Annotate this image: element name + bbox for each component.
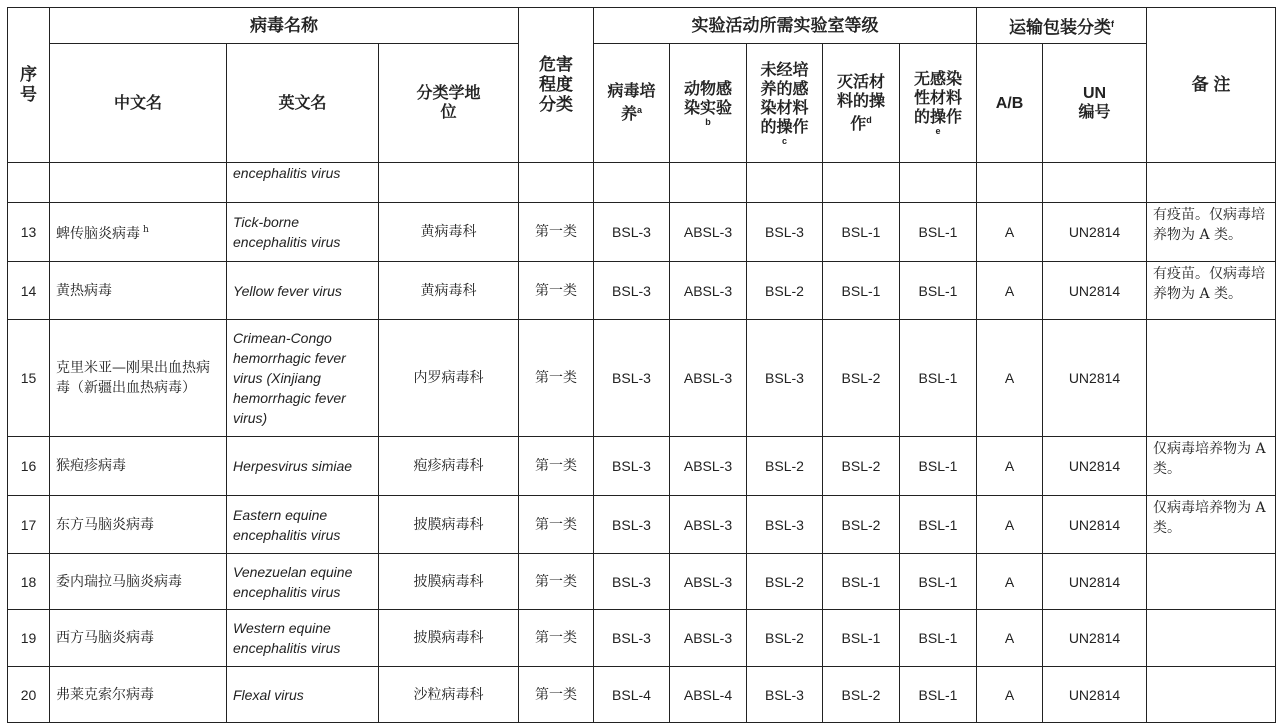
table-row <box>8 554 1276 610</box>
cell-ab: A <box>977 667 1043 723</box>
header-uncultured <box>747 44 823 163</box>
cell-empty <box>8 163 50 203</box>
cell-un: UN2814 <box>1043 320 1147 437</box>
cell-taxonomy: 黄病毒科 <box>379 203 519 262</box>
cell-no: 19 <box>8 610 50 667</box>
header-inactivated <box>823 44 900 163</box>
cell-taxonomy: 披膜病毒科 <box>379 610 519 667</box>
cell-inactivated: BSL-2 <box>823 320 900 437</box>
header-uncultured-sup: c <box>781 135 787 146</box>
cell-empty <box>900 163 977 203</box>
cell-en-name: Eastern equine encephalitis virus <box>227 496 379 554</box>
header-taxonomy: 分类学地位 <box>379 44 519 163</box>
cell-taxonomy: 内罗病毒科 <box>379 320 519 437</box>
cell-noninfectious: BSL-1 <box>900 437 977 496</box>
cell-hazard: 第一类 <box>519 203 594 262</box>
header-inactivated-sup: d <box>866 114 872 125</box>
cell-uncultured: BSL-3 <box>747 496 823 554</box>
cell-uncultured: BSL-2 <box>747 262 823 320</box>
cell-animal: ABSL-4 <box>670 667 747 723</box>
cell-ab: A <box>977 554 1043 610</box>
cell-cn-name <box>50 610 227 667</box>
cell-en-name: Flexal virus <box>227 667 379 723</box>
cell-cn-name <box>50 262 227 320</box>
cell-empty <box>823 163 900 203</box>
header-noninfectious-label: 无感染性材料的操作 <box>913 71 962 126</box>
header-transport-label: 运输包装分类 <box>1009 17 1111 37</box>
cell-hazard: 第一类 <box>519 610 594 667</box>
cell-culture: BSL-3 <box>594 496 670 554</box>
table-body <box>8 163 1276 723</box>
cell-noninfectious: BSL-1 <box>900 554 977 610</box>
header-animal-sup: b <box>705 116 711 127</box>
cell-noninfectious: BSL-1 <box>900 262 977 320</box>
header-culture <box>594 44 670 163</box>
cell-hazard: 第一类 <box>519 667 594 723</box>
cn-name-text: 弗莱克索尔病毒 <box>56 686 154 703</box>
header-un: UN编号 <box>1043 44 1147 163</box>
cell-culture: BSL-3 <box>594 203 670 262</box>
cell-en-name: Crimean-Congo hemorrhagic fever virus (Xinjiang hemorrhagic fever virus) <box>227 320 379 437</box>
virus-classification-table <box>7 7 1276 723</box>
cell-note: 仅病毒培养物为 A 类。 <box>1147 496 1276 554</box>
cell-culture: BSL-3 <box>594 262 670 320</box>
cell-un: UN2814 <box>1043 437 1147 496</box>
cell-en-name: Yellow fever virus <box>227 262 379 320</box>
cell-hazard: 第一类 <box>519 262 594 320</box>
cell-animal: ABSL-3 <box>670 610 747 667</box>
cell-cn-name <box>50 437 227 496</box>
header-uncultured-label: 未经培养的感染材料的操作 <box>760 61 809 136</box>
cell-empty <box>50 163 227 203</box>
cell-en-name: Venezuelan equine encephalitis virus <box>227 554 379 610</box>
cell-empty <box>1043 163 1147 203</box>
cell-inactivated: BSL-2 <box>823 437 900 496</box>
cell-ab: A <box>977 610 1043 667</box>
cell-culture: BSL-3 <box>594 554 670 610</box>
header-lab-level: 实验活动所需实验室等级 <box>594 8 977 44</box>
cell-un: UN2814 <box>1043 554 1147 610</box>
cell-uncultured: BSL-2 <box>747 610 823 667</box>
cell-hazard: 第一类 <box>519 320 594 437</box>
cell-ab: A <box>977 496 1043 554</box>
cell-uncultured: BSL-3 <box>747 320 823 437</box>
cell-empty <box>1147 163 1276 203</box>
header-animal-label: 动物感染实验 <box>683 80 732 117</box>
header-remarks: 备 注 <box>1147 8 1276 163</box>
cell-no: 17 <box>8 496 50 554</box>
cell-cn-name <box>50 320 227 437</box>
table-row <box>8 610 1276 667</box>
cell-uncultured: BSL-2 <box>747 437 823 496</box>
header-culture-label: 病毒培养 <box>607 83 656 123</box>
cell-culture: BSL-3 <box>594 437 670 496</box>
cell-noninfectious: BSL-1 <box>900 203 977 262</box>
header-transport <box>977 8 1147 44</box>
cell-taxonomy: 披膜病毒科 <box>379 554 519 610</box>
table-row <box>8 320 1276 437</box>
cell-no: 18 <box>8 554 50 610</box>
cell-taxonomy: 黄病毒科 <box>379 262 519 320</box>
cell-note <box>1147 554 1276 610</box>
cell-hazard: 第一类 <box>519 437 594 496</box>
cell-cn-name <box>50 496 227 554</box>
cell-noninfectious: BSL-1 <box>900 496 977 554</box>
cell-empty <box>519 163 594 203</box>
cell-no: 13 <box>8 203 50 262</box>
cell-en-continuation: encephalitis virus <box>227 163 379 203</box>
cn-name-text: 猴疱疹病毒 <box>56 458 126 474</box>
cell-inactivated: BSL-2 <box>823 667 900 723</box>
cell-uncultured: BSL-3 <box>747 203 823 262</box>
cell-animal: ABSL-3 <box>670 320 747 437</box>
cell-culture: BSL-3 <box>594 610 670 667</box>
cn-name-text: 蜱传脑炎病毒 <box>56 226 140 242</box>
cell-noninfectious: BSL-1 <box>900 667 977 723</box>
cell-ab: A <box>977 203 1043 262</box>
cell-hazard: 第一类 <box>519 554 594 610</box>
header-noninfectious-sup: e <box>935 126 941 136</box>
cell-animal: ABSL-3 <box>670 437 747 496</box>
header-hazard: 危害程度分类 <box>519 8 594 163</box>
cell-note: 有疫苗。仅病毒培养物为 A 类。 <box>1147 203 1276 262</box>
cell-un: UN2814 <box>1043 610 1147 667</box>
cn-name-text: 东方马脑炎病毒 <box>56 516 154 533</box>
cell-hazard: 第一类 <box>519 496 594 554</box>
cell-uncultured: BSL-2 <box>747 554 823 610</box>
cell-no: 15 <box>8 320 50 437</box>
cell-ab: A <box>977 320 1043 437</box>
table-row <box>8 667 1276 723</box>
cell-uncultured: BSL-3 <box>747 667 823 723</box>
cell-empty <box>670 163 747 203</box>
cell-en-name: Herpesvirus simiae <box>227 437 379 496</box>
cn-name-text: 克里米亚—刚果出血热病毒（新疆出血热病毒） <box>56 360 210 396</box>
cell-animal: ABSL-3 <box>670 203 747 262</box>
cell-un: UN2814 <box>1043 262 1147 320</box>
cell-inactivated: BSL-1 <box>823 610 900 667</box>
header-cn-name: 中文名 <box>50 44 227 163</box>
cell-empty <box>977 163 1043 203</box>
cell-un: UN2814 <box>1043 667 1147 723</box>
cell-note <box>1147 667 1276 723</box>
cell-cn-name <box>50 554 227 610</box>
cell-taxonomy: 披膜病毒科 <box>379 496 519 554</box>
header-ab: A/B <box>977 44 1043 163</box>
cn-name-sup: h <box>143 225 149 235</box>
header-culture-sup: a <box>637 105 643 115</box>
table-row-continuation <box>8 163 1276 203</box>
table-row <box>8 262 1276 320</box>
cell-inactivated: BSL-2 <box>823 496 900 554</box>
cell-inactivated: BSL-1 <box>823 203 900 262</box>
cell-culture: BSL-3 <box>594 320 670 437</box>
table-row <box>8 203 1276 262</box>
cn-name-text: 黄热病毒 <box>56 282 112 299</box>
cell-note <box>1147 610 1276 667</box>
table-row <box>8 496 1276 554</box>
cell-en-name: Tick-borne encephalitis virus <box>227 203 379 262</box>
cell-note: 有疫苗。仅病毒培养物为 A 类。 <box>1147 262 1276 320</box>
cell-taxonomy: 沙粒病毒科 <box>379 667 519 723</box>
cell-un: UN2814 <box>1043 496 1147 554</box>
cell-no: 14 <box>8 262 50 320</box>
cell-noninfectious: BSL-1 <box>900 610 977 667</box>
cell-animal: ABSL-3 <box>670 496 747 554</box>
cell-no: 20 <box>8 667 50 723</box>
header-en-name: 英文名 <box>227 44 379 163</box>
cell-culture: BSL-4 <box>594 667 670 723</box>
cell-empty <box>594 163 670 203</box>
cell-no: 16 <box>8 437 50 496</box>
cell-note <box>1147 320 1276 437</box>
cell-animal: ABSL-3 <box>670 262 747 320</box>
cell-taxonomy: 疱疹病毒科 <box>379 437 519 496</box>
header-transport-sup: f <box>1111 18 1114 29</box>
cell-empty <box>747 163 823 203</box>
cell-empty <box>379 163 519 203</box>
cn-name-text: 西方马脑炎病毒 <box>56 630 154 646</box>
cell-en-name: Western equine encephalitis virus <box>227 610 379 667</box>
cell-note: 仅病毒培养物为 A 类。 <box>1147 437 1276 496</box>
cell-ab: A <box>977 437 1043 496</box>
cell-animal: ABSL-3 <box>670 554 747 610</box>
cell-cn-name <box>50 203 227 262</box>
cell-un: UN2814 <box>1043 203 1147 262</box>
header-noninfectious <box>900 44 977 163</box>
cell-inactivated: BSL-1 <box>823 262 900 320</box>
header-inactivated-label: 灭活材料的操作 <box>836 73 885 133</box>
table-row <box>8 437 1276 496</box>
header-animal <box>670 44 747 163</box>
header-virus-name: 病毒名称 <box>50 8 519 44</box>
cell-ab: A <box>977 262 1043 320</box>
cell-noninfectious: BSL-1 <box>900 320 977 437</box>
cell-inactivated: BSL-1 <box>823 554 900 610</box>
cell-cn-name <box>50 667 227 723</box>
cn-name-text: 委内瑞拉马脑炎病毒 <box>56 573 182 590</box>
header-seq: 序号 <box>8 8 50 163</box>
